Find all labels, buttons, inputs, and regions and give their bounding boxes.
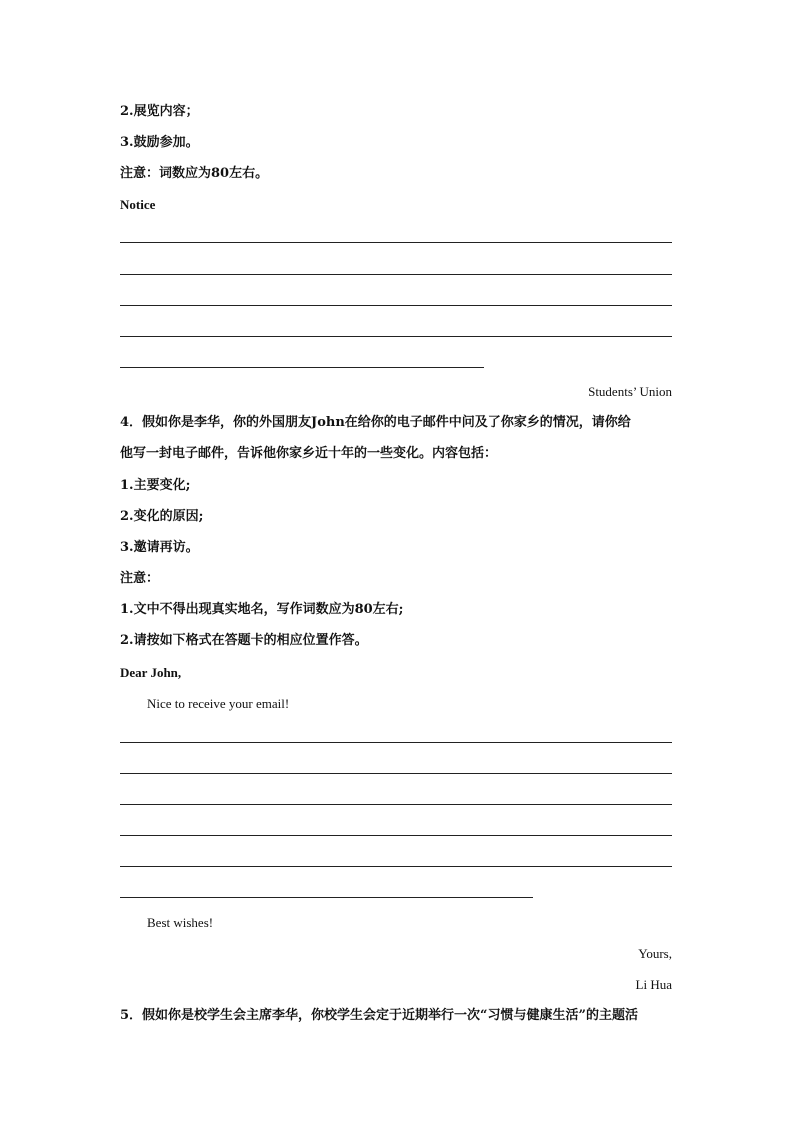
letter-closing: Best wishes! [147,915,214,930]
list-item-exhibition-content: 2.展览内容； [120,104,199,119]
list-item-reasons: 2.变化的原因; [120,509,204,524]
question-4-prompt: 4．假如你是李华，你的外国朋友John在给你的电子邮件中问及了你家乡的情况，请你给 [120,415,631,430]
answer-line-short [120,897,533,898]
answer-line [120,773,672,774]
note-heading: 注意： [120,571,160,586]
answer-line-short [120,367,484,368]
answer-line [120,242,672,243]
list-item-main-changes: 1.主要变化; [120,478,191,493]
notice-heading: Notice [120,197,156,212]
word-count-note: 注意：词数应为80左右。 [120,166,269,181]
list-item-encourage: 3.鼓励参加。 [120,135,199,150]
letter-opening: Nice to receive your email! [147,696,290,711]
letter-yours: Yours, [638,946,672,961]
note-item-2: 2.请按如下格式在答题卡的相应位置作答。 [120,633,368,648]
answer-line [120,804,672,805]
letter-signature-name: Li Hua [635,977,672,992]
letter-salutation: Dear John, [120,665,182,680]
question-5-prompt: 5．假如你是校学生会主席李华，你校学生会定于近期举行一次“习惯与健康生活”的主题活 [120,1008,639,1023]
answer-line [120,305,672,306]
list-item-invitation: 3.邀请再访。 [120,540,199,555]
answer-line [120,274,672,275]
question-4-prompt-cont: 他写一封电子邮件，告诉他你家乡近十年的一些变化。内容包括： [120,446,498,461]
answer-line [120,742,672,743]
answer-line [120,336,672,337]
answer-line [120,835,672,836]
answer-line [120,866,672,867]
notice-signature: Students’ Union [588,384,672,399]
note-item-1: 1.文中不得出现真实地名，写作词数应为80左右; [120,602,404,617]
